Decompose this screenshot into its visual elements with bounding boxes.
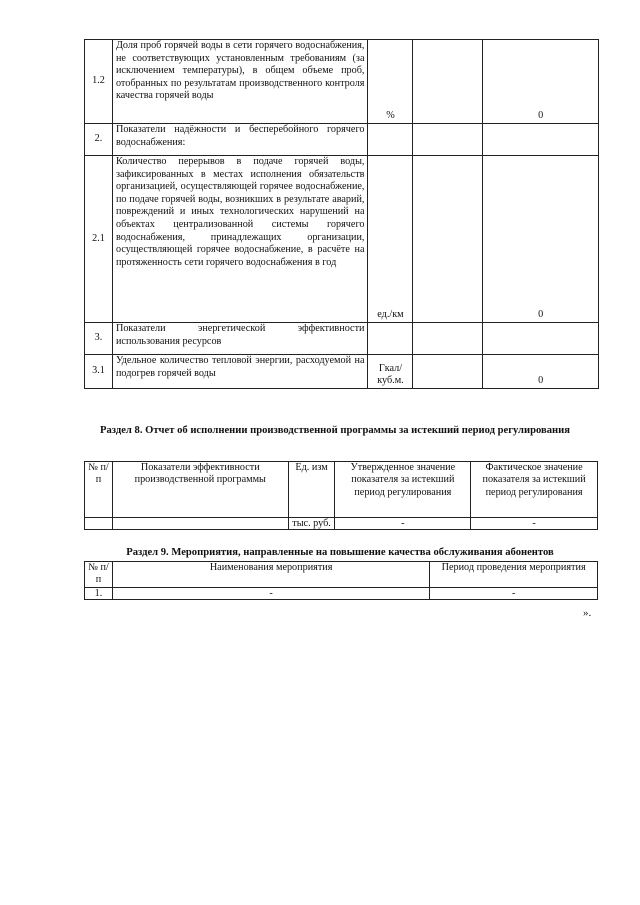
section-8-table [84,461,598,530]
row-number: 2. [85,124,113,156]
section-9-table [84,561,598,600]
table-header-row [85,562,598,588]
row-actual [483,323,599,355]
row-unit: Гкал/ куб.м. [368,355,413,389]
table-row [85,40,599,124]
row-unit [368,323,413,355]
table-header-row [85,462,598,518]
header-indicator: Показатели эффективности производственной программы [112,462,288,518]
header-approved: Утвержденное значение показателя за истекший период регулирования [335,462,471,518]
row-period: - [430,588,598,600]
closing-quote-mark: ». [583,607,592,619]
row-unit: тыс. руб. [288,518,335,530]
header-num: № п/п [85,462,113,518]
row-planned [413,156,483,323]
row-text: Показатели надёжности и бесперебойного горячего водоснабжения: [112,124,368,156]
section-8-title: Раздел 8. Отчет об исполнении производственной программы за истекший период регулирования [100,425,570,436]
header-unit: Ед. изм [288,462,335,518]
row-actual: 0 [483,355,599,389]
header-period: Период проведения мероприятия [430,562,598,588]
section-9-title: Раздел 9. Мероприятия, направленные на повышение качества обслуживания абонентов [126,547,554,558]
row-actual: 0 [483,156,599,323]
row-number: 3.1 [85,355,113,389]
indicators-table [84,39,599,389]
row-number: 2.1 [85,156,113,323]
row-planned [413,355,483,389]
row-actual: 0 [483,40,599,124]
row-text: Количество перерывов в подаче горячей воды, зафиксированных в местах исполнения обязательств организацией, осуществляющей горячее водоснабжение, по подаче горячей воды, возникших в результате аварий, повреждений и иных технологических нарушений на объектах централизованной системы горячего водоснабжения, принадлежащих организации, осуществляющей горячее водоснабжение, в расчёте на протяженность сети горячего водоснабжения в год [112,156,368,323]
row-number: 1.2 [85,40,113,124]
table-row [85,156,599,323]
table-row [85,323,599,355]
row-approved: - [335,518,471,530]
row-number: 1. [85,588,113,600]
table-row [85,518,598,530]
header-num: № п/п [85,562,113,588]
row-unit [368,124,413,156]
table-row [85,355,599,389]
row-number [85,518,113,530]
row-unit: % [368,40,413,124]
row-actual [483,124,599,156]
header-actual: Фактическое значение показателя за истекший период регулирования [471,462,598,518]
row-planned [413,323,483,355]
header-name: Наименования мероприятия [112,562,429,588]
table-row [85,124,599,156]
row-indicator [112,518,288,530]
row-name: - [112,588,429,600]
row-planned [413,124,483,156]
row-number: 3. [85,323,113,355]
row-planned [413,40,483,124]
table-row [85,588,598,600]
row-actual: - [471,518,598,530]
row-text: Доля проб горячей воды в сети горячего водоснабжения, не соответствующих установленным требованиям (за исключением температуры), в общем объеме проб, отобранных по результатам производственного контроля качества горячей воды [112,40,368,124]
row-text: Удельное количество тепловой энергии, расходуемой на подогрев горячей воды [112,355,368,389]
row-text: Показатели энергетической эффективности использования ресурсов [112,323,368,355]
row-unit: ед./км [368,156,413,323]
